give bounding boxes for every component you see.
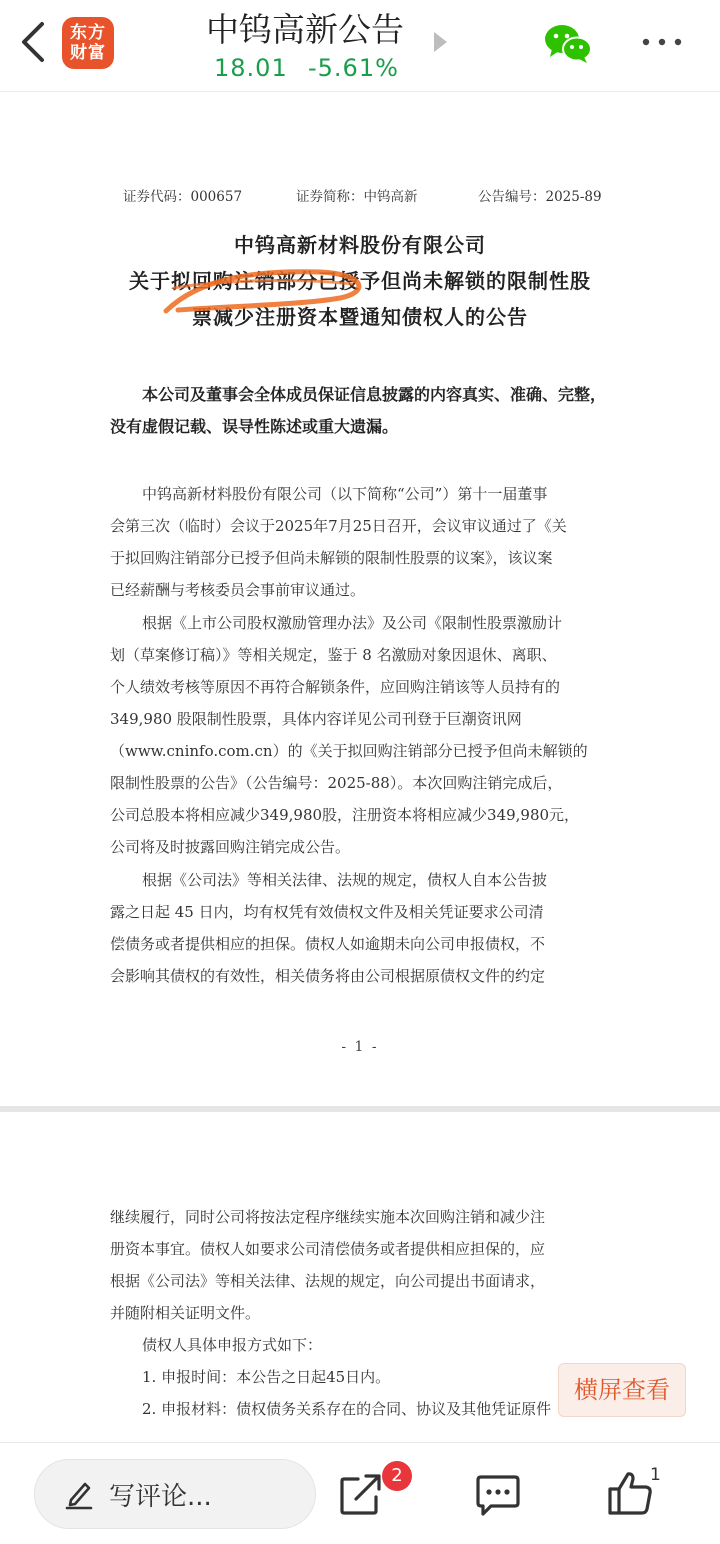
para2-line-7: 公司总股本将相应减少349,980股，注册资本将相应减少349,980元， [110,806,580,824]
top-bar [0,0,720,92]
page-separator [0,1106,720,1112]
comment-input[interactable] [34,1459,316,1529]
page-number: - 1 - [341,1039,379,1055]
thumbs-up-icon[interactable] [606,1469,654,1517]
page2-item-intro: 债权人具体申报方式如下： [142,1336,323,1354]
para3-line-4: 会影响其债权的有效性，相关债务将由公司根据原债权文件的约定 [110,967,546,985]
para1-line-4: 已经薪酬与考核委员会事前审议通过。 [110,581,366,599]
play-triangle-icon[interactable] [434,32,447,52]
para2-line-6: 限制性股票的公告》（公告编号：2025-88）。本次回购注销完成后， [110,774,563,792]
back-arrow-icon[interactable] [14,20,54,64]
notice-number: 公告编号：2025-89 [478,189,602,205]
page2-line-3: 根据《公司法》等相关法律、法规的规定，向公司提出书面请求， [110,1272,546,1290]
para1-line-1: 中钨高新材料股份有限公司（以下简称“公司”）第十一届董事 [142,485,548,503]
page2-item-1: 1. 申报时间：本公告之日起45日内。 [142,1368,391,1386]
page2-line-1: 继续履行，同时公司将按法定程序继续实施本次回购注销和减少注 [110,1208,546,1226]
doc-title-line-2: 关于拟回购注销部分已授予但尚未解锁的限制性股 [129,269,591,293]
para2-line-2: 划（草案修订稿）》等相关规定，鉴于 8 名激励对象因退休、离职、 [110,646,557,664]
bottom-action-bar [0,1442,720,1544]
stock-price: 18.01 [214,54,288,82]
comment-placeholder: 写评论... [109,1482,212,1512]
para1-line-2: 会第三次（临时）会议于2025年7月25日召开，会议审议通过了《关 [110,517,567,535]
app-logo [62,17,114,69]
share-count-badge: 2 [382,1461,412,1491]
like-count: 1 [650,1465,661,1485]
wechat-share-icon[interactable] [542,22,594,64]
para3-line-2: 露之日起 45 日内，均有权凭有效债权文件及相关凭证要求公司清 [110,903,544,921]
para1-line-3: 于拟回购注销部分已授予但尚未解锁的限制性股票的议案》，该议案 [110,549,553,567]
para2-line-5: （www.cninfo.com.cn）的《关于拟回购注销部分已授予但尚未解锁的 [110,742,588,760]
doc-title-line-3: 票减少注册资本暨通知债权人的公告 [192,305,528,329]
security-short-name: 证券简称：中钨高新 [296,189,418,205]
para3-line-3: 偿债务或者提供相应的担保。债权人如逾期未向公司申报债权，不 [110,935,546,953]
para2-line-1: 根据《上市公司股权激励管理办法》及公司《限制性股票激励计 [142,614,563,632]
share-icon[interactable] [338,1471,384,1517]
page2-line-4: 并随附相关证明文件。 [110,1304,261,1322]
stock-title[interactable]: 中钨高新公告 [206,10,404,49]
page2-line-2: 册资本事宜。债权人如要求公司清偿债务或者提供相应担保的，应 [110,1240,546,1258]
doc-title-line-1: 中钨高新材料股份有限公司 [234,233,486,257]
statement-line-2: 没有虚假记载、误导性陈述或重大遗漏。 [110,417,399,436]
security-code: 证券代码：000657 [123,189,243,205]
pencil-icon [65,1478,93,1510]
landscape-view-button[interactable]: 横屏查看 [558,1363,686,1417]
stock-change-percent: -5.61% [308,54,399,82]
more-options-icon[interactable] [640,30,684,54]
logo-text-top: 东方 [70,23,106,43]
statement-line-1: 本公司及董事会全体成员保证信息披露的内容真实、准确、完整， [142,385,607,404]
para2-line-4: 349,980 股限制性股票，具体内容详见公司刊登于巨潮资讯网 [110,710,522,728]
para2-line-3: 个人绩效考核等原因不再符合解锁条件，应回购注销该等人员持有的 [110,678,561,696]
page2-item-2: 2. 申报材料：债权债务关系存在的合同、协议及其他凭证原件 [142,1400,552,1418]
logo-text-bottom: 财富 [70,43,106,63]
para3-line-1: 根据《公司法》等相关法律、法规的规定，债权人自本公告披 [142,871,548,889]
para2-line-8: 公司将及时披露回购注销完成公告。 [110,838,351,856]
comments-icon[interactable] [475,1473,521,1517]
